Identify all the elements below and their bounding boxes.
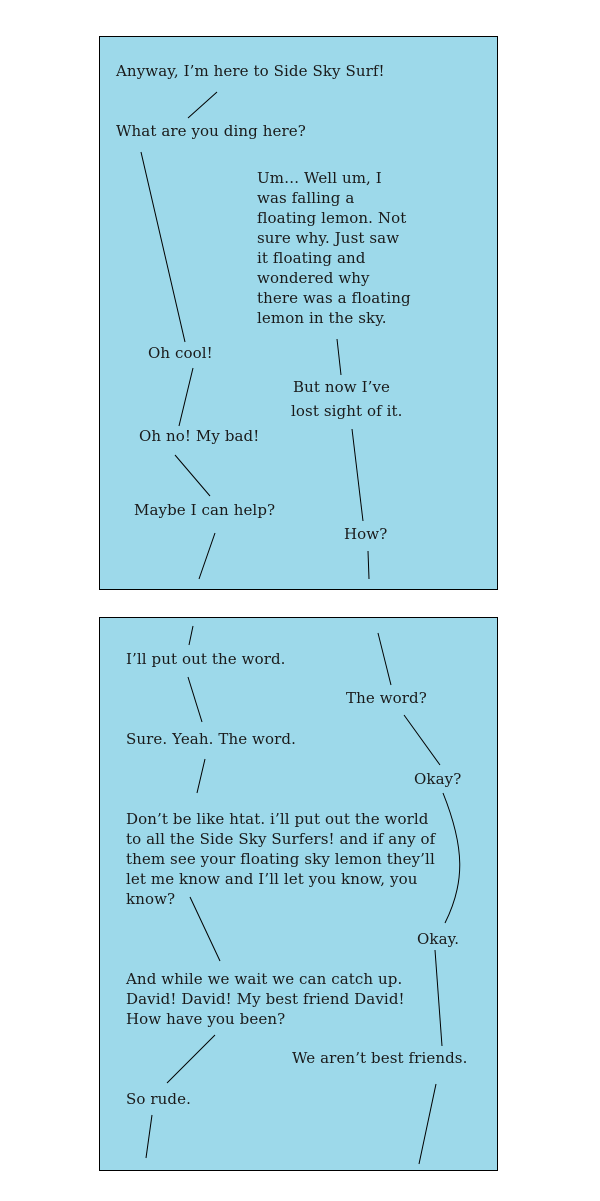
connector-line: [146, 1115, 152, 1158]
speech-text: I’ll put out the word.: [126, 650, 286, 668]
speech-text: Don’t be like htat. i’ll put out the world to all the Side Sky Surfers! and if any of them see your floating sky lemon they’ll let me know and I’ll let you know, you know?: [126, 810, 436, 908]
connector-line: [368, 551, 369, 579]
speech-text: What are you ding here?: [116, 122, 306, 140]
speech-text: Okay?: [414, 770, 462, 788]
connector-line: [419, 1084, 436, 1164]
connector-line: [435, 950, 442, 1046]
connector-line: [175, 455, 210, 496]
connector-line: [404, 715, 440, 765]
speech-text: Sure. Yeah. The word.: [126, 730, 296, 748]
speech-text: Anyway, I’m here to Side Sky Surf!: [116, 62, 385, 80]
connector-line: [167, 1035, 215, 1083]
connector-line: [199, 533, 215, 579]
speech-text: How?: [344, 525, 388, 543]
connector-line: [337, 339, 341, 375]
connector-line: [352, 429, 363, 521]
connector-line: [197, 759, 205, 793]
speech-text: Oh cool!: [148, 344, 213, 362]
speech-text: Oh no! My bad!: [139, 427, 260, 445]
connector-line: [189, 626, 193, 645]
comic-panel-2: [99, 617, 498, 1171]
connector-line: [188, 677, 202, 722]
connector-line: [188, 92, 217, 118]
connector-curve: [443, 793, 460, 923]
speech-text: Okay.: [417, 930, 460, 948]
speech-text: lost sight of it.: [291, 402, 403, 420]
comic-panel-1: [99, 36, 498, 590]
speech-text: So rude.: [126, 1090, 191, 1108]
speech-text: And while we wait we can catch up. David! David! My best friend David! How have you been?: [126, 970, 405, 1028]
connector-line: [141, 152, 185, 342]
connector-line: [378, 633, 391, 685]
speech-text: Um… Well um, I was falling a floating lemon. Not sure why. Just saw it floating and wondered why there was a floating lemon in the sky.: [257, 169, 411, 327]
connector-line: [179, 368, 193, 426]
speech-text: Maybe I can help?: [134, 501, 276, 519]
speech-text: But now I’ve: [293, 378, 391, 396]
speech-text: The word?: [346, 689, 427, 707]
speech-text: We aren’t best friends.: [292, 1049, 468, 1067]
